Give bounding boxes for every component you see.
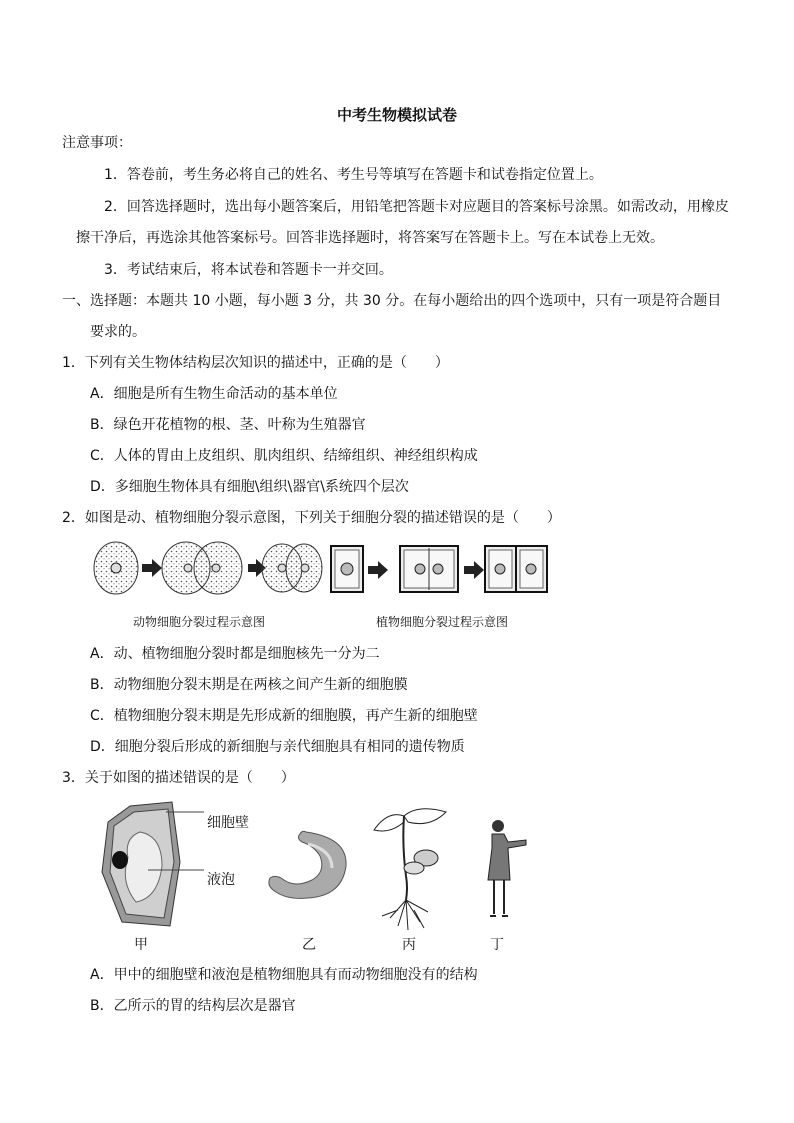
plant-cell-division-figure xyxy=(330,544,548,596)
caption-animal-cell-division: 动物细胞分裂过程示意图 xyxy=(133,615,266,629)
q1-option-c: C．人体的胃由上皮组织、肌肉组织、结缔组织、神经组织构成 xyxy=(90,448,478,464)
section-1-line-2: 要求的。 xyxy=(90,324,146,340)
q3-option-a: A．甲中的细胞壁和液泡是植物细胞具有而动物细胞没有的结构 xyxy=(90,967,478,983)
q3-stem: 3．关于如图的描述错误的是（ ） xyxy=(62,770,295,786)
q2-option-b: B．动物细胞分裂末期是在两核之间产生新的细胞膜 xyxy=(90,677,408,693)
notice-item-2-line-2: 擦干净后，再选涂其他答案标号。回答非选择题时，将答案写在答题卡上。写在本试卷上无效。 xyxy=(76,230,664,246)
figure-label-jia: 甲 xyxy=(134,937,148,953)
q1-option-b: B．绿色开花植物的根、茎、叶称为生殖器官 xyxy=(90,417,366,433)
notice-item-1: 1．答卷前，考生务必将自己的姓名、考生号等填写在答题卡和试卷指定位置上。 xyxy=(104,167,603,183)
page-title: 中考生物模拟试卷 xyxy=(336,106,457,124)
label-cell-wall: 细胞壁 xyxy=(207,815,249,831)
caption-plant-cell-division: 植物细胞分裂过程示意图 xyxy=(376,615,509,629)
section-1-line-1: 一、选择题：本题共 10 小题，每小题 3 分，共 30 分。在每小题给出的四个选项中，只有一项是符合题目 xyxy=(62,293,722,309)
seedling-diagram xyxy=(368,806,458,932)
notice-item-3: 3．考试结束后，将本试卷和答题卡一并交回。 xyxy=(104,262,393,278)
q1-option-d: D．多细胞生物体具有细胞\组织\器官\系统四个层次 xyxy=(90,479,409,495)
animal-cell-division-figure xyxy=(90,540,320,596)
stomach-diagram xyxy=(262,830,352,902)
q2-option-d: D．细胞分裂后形成的新细胞与亲代细胞具有相同的遗传物质 xyxy=(90,739,465,755)
figure-label-yi: 乙 xyxy=(302,937,316,953)
q3-option-b: B．乙所示的胃的结构层次是器官 xyxy=(90,998,296,1014)
q1-option-a: A．细胞是所有生物生命活动的基本单位 xyxy=(90,386,338,402)
notice-heading: 注意事项： xyxy=(62,135,132,151)
q1-stem: 1．下列有关生物体结构层次知识的描述中，正确的是（ ） xyxy=(62,355,449,371)
q2-stem: 2．如图是动、植物细胞分裂示意图，下列关于细胞分裂的描述错误的是（ ） xyxy=(62,510,561,526)
person-diagram xyxy=(480,818,530,920)
q2-option-a: A．动、植物细胞分裂时都是细胞核先一分为二 xyxy=(90,646,380,662)
figure-label-ding: 丁 xyxy=(490,937,504,953)
figure-label-bing: 丙 xyxy=(402,937,416,953)
notice-item-2-line-1: 2．回答选择题时，选出每小题答案后，用铅笔把答题卡对应题目的答案标号涂黑。如需改动，用橡皮 xyxy=(104,199,729,215)
label-vacuole: 液泡 xyxy=(207,872,235,888)
q2-option-c: C．植物细胞分裂末期是先形成新的细胞膜，再产生新的细胞壁 xyxy=(90,708,478,724)
